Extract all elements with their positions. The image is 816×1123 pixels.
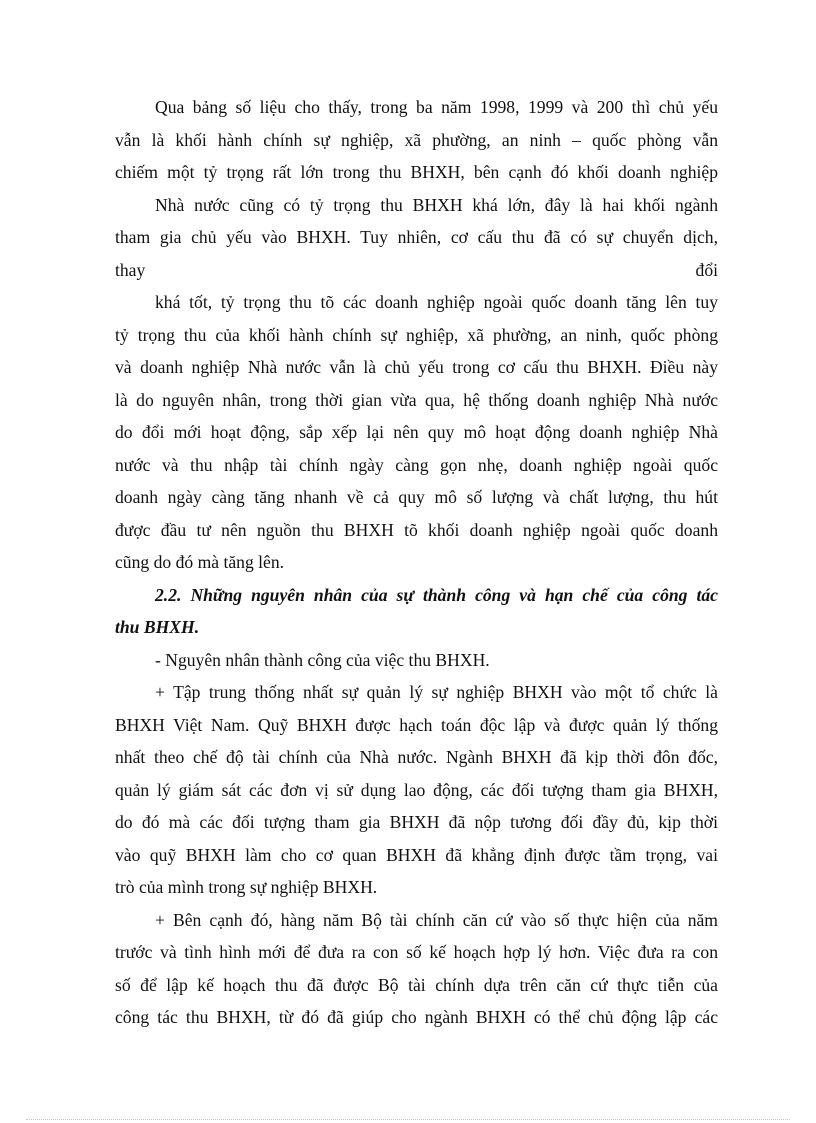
text-line: quản lý giám sát các đơn vị sử dụng lao động, các đối tượng tham gia BHXH, [115,779,718,800]
text-line: Qua bảng số liệu cho thấy, trong ba năm 1998, 1999 và 200 thì chủ yếu [155,97,718,117]
text-line: tham gia chủ yếu vào BHXH. Tuy nhiên, cơ cấu thu đã có sự chuyển dịch, [115,227,718,247]
text-line: được đầu tư nên nguồn thu BHXH tõ khối doanh nghiệp ngoài quốc doanh [115,519,718,540]
text-line: thay đổi [115,259,718,280]
page-footer-rule [26,1119,790,1120]
text-line: chiếm một tỷ trọng rất lớn trong thu BHXH, bên cạnh đó khối doanh nghiệp [115,162,718,182]
text-line: nước và thu nhập tài chính ngày càng gọn nhẹ, doanh nghiệp ngoài quốc [115,454,718,475]
text-line: công tác thu BHXH, từ đó đã giúp cho ngành BHXH có thể chủ động lập các [115,1007,718,1027]
text-line: + Bên cạnh đó, hàng năm Bộ tài chính căn cứ vào số thực hiện của năm [155,909,718,930]
text-line: khá tốt, tỷ trọng thu tõ các doanh nghiệp ngoài quốc doanh tăng lên tuy [155,292,718,312]
text-line: tỷ trọng thu của khối hành chính sự nghiệp, xã phường, an ninh, quốc phòng [115,324,718,345]
text-line: trước và tình hình mới để đưa ra con số kế hoạch hợp lý hơn. Việc đưa ra con [115,942,718,962]
text-line: cũng do đó mà tăng lên. [115,552,285,572]
text-line: và doanh nghiệp Nhà nước vẫn là chủ yếu trong cơ cấu thu BHXH. Điều này [115,357,718,377]
text-line: doanh ngày càng tăng nhanh về cả quy mô số lượng và chất lượng, thu hút [115,487,718,507]
text-line: vào quỹ BHXH làm cho cơ quan BHXH đã khẳng định được tầm trọng, vai [115,844,718,865]
document-body [115,91,718,1034]
text-line: do đó mà các đối tượng tham gia BHXH đã nộp tương đối đầy đủ, kịp thời [115,812,718,832]
section-heading: 2.2. Những nguyên nhân của sự thành công và hạn chế của công tác [155,584,718,605]
text-line: Nhà nước cũng có tỷ trọng thu BHXH khá lớn, đây là hai khối ngành [155,194,718,215]
section-heading: thu BHXH. [115,617,200,637]
text-line: - Nguyên nhân thành công của việc thu BHXH. [155,649,490,670]
text-line: số để lập kế hoạch thu đã được Bộ tài chính dựa trên căn cứ thực tiễn của [115,974,718,995]
text-line: là do nguyên nhân, trong thời gian vừa qua, hệ thống doanh nghiệp Nhà nước [115,389,718,410]
text-line: trò của mình trong sự nghiệp BHXH. [115,877,378,897]
text-line: do đổi mới hoạt động, sắp xếp lại nên quy mô hoạt động doanh nghiệp Nhà [115,422,718,442]
text-line: + Tập trung thống nhất sự quản lý sự nghiệp BHXH vào một tổ chức là [155,682,718,702]
text-line: nhất theo chế độ tài chính của Nhà nước. Ngành BHXH đã kịp thời đôn đốc, [115,747,718,767]
text-line: vẫn là khối hành chính sự nghiệp, xã phường, an ninh – quốc phòng vẫn [115,129,718,150]
text-line: BHXH Việt Nam. Quỹ BHXH được hạch toán độc lập và được quản lý thống [115,714,718,735]
